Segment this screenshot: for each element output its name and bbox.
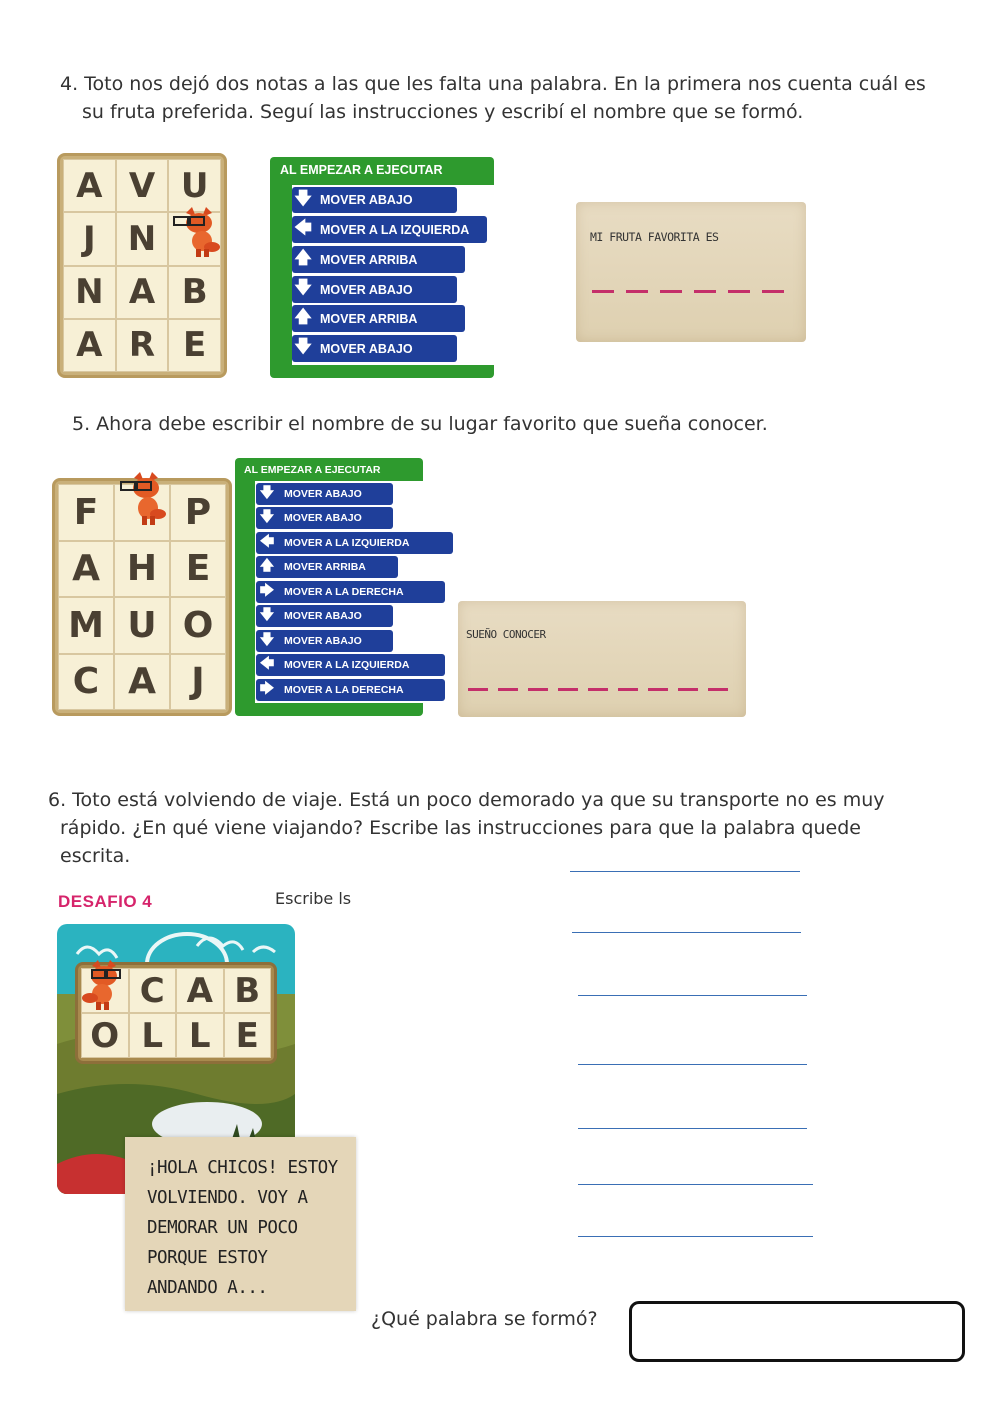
grid-cell: O bbox=[170, 597, 226, 654]
grid-cell: E bbox=[224, 1013, 272, 1058]
grid-cell: N bbox=[116, 212, 169, 265]
answer-blanks[interactable] bbox=[592, 290, 784, 293]
question-5-text: 5. Ahora debe escribir el nombre de su lugar favorito que sueña conocer. bbox=[72, 413, 768, 435]
word-question: ¿Qué palabra se formó? bbox=[371, 1308, 598, 1330]
grid-cell: H bbox=[114, 541, 170, 598]
arrow-left-icon: 🡄 bbox=[259, 534, 275, 550]
block-move-up[interactable]: 🡅 MOVER ARRIBA bbox=[292, 246, 465, 273]
bubble-line: ANDANDO A... bbox=[147, 1278, 268, 1298]
grid-cell: A bbox=[176, 968, 224, 1013]
answer-line[interactable] bbox=[578, 1184, 813, 1185]
answer-box[interactable] bbox=[629, 1301, 965, 1362]
arrow-up-icon: 🡅 bbox=[294, 307, 312, 326]
grid-cell: J bbox=[63, 212, 116, 265]
answer-line[interactable] bbox=[578, 1064, 807, 1065]
block-move-left[interactable]: 🡄 MOVER A LA IZQUIERDA bbox=[292, 216, 487, 243]
block-move-down[interactable]: 🡇 MOVER ABAJO bbox=[256, 483, 393, 505]
program-head: AL EMPEZAR A EJECUTAR bbox=[280, 163, 443, 177]
grid-cell: A bbox=[116, 266, 169, 319]
fox-icon bbox=[172, 205, 224, 261]
question-6-line-3: escrita. bbox=[60, 845, 131, 867]
grid-cell: L bbox=[129, 1013, 177, 1058]
arrow-down-icon: 🡇 bbox=[294, 278, 312, 297]
bubble-line: PORQUE ESTOY bbox=[147, 1248, 268, 1268]
grid-cell: E bbox=[168, 319, 221, 372]
arrow-left-icon: 🡄 bbox=[294, 218, 312, 237]
question-4-text bbox=[60, 70, 980, 126]
question-4-line-1: 4. Toto nos dejó dos notas a las que les falta una palabra. En la primera nos cuenta cuál es bbox=[60, 73, 926, 95]
grid-cell: N bbox=[63, 266, 116, 319]
grid-cell: U bbox=[168, 159, 221, 212]
place-note bbox=[458, 601, 746, 717]
answer-line[interactable] bbox=[578, 1128, 807, 1129]
bubble-line: DEMORAR UN POCO bbox=[147, 1218, 298, 1238]
block-move-down[interactable]: 🡇 MOVER ABAJO bbox=[256, 507, 393, 529]
arrow-down-icon: 🡇 bbox=[259, 632, 275, 648]
grid-cell: R bbox=[116, 319, 169, 372]
block-move-left[interactable]: 🡄 MOVER A LA IZQUIERDA bbox=[256, 654, 445, 676]
fox-icon bbox=[78, 958, 128, 1012]
arrow-down-icon: 🡇 bbox=[294, 337, 312, 356]
fruit-note bbox=[576, 202, 806, 342]
grid-cell: A bbox=[63, 319, 116, 372]
grid-cell: C bbox=[58, 654, 114, 711]
answer-line[interactable] bbox=[572, 932, 801, 933]
answer-line[interactable] bbox=[578, 1236, 813, 1237]
arrow-up-icon: 🡅 bbox=[259, 558, 275, 574]
question-6-line-2: rápido. ¿En qué viene viajando? Escribe las instrucciones para que la palabra quede bbox=[60, 817, 861, 839]
grid-cell: O bbox=[81, 1013, 129, 1058]
block-move-right[interactable]: 🡆 MOVER A LA DERECHA bbox=[256, 581, 445, 603]
arrow-left-icon: 🡄 bbox=[259, 656, 275, 672]
block-move-down[interactable]: 🡇 MOVER ABAJO bbox=[256, 605, 393, 627]
answer-line[interactable] bbox=[578, 995, 807, 996]
arrow-down-icon: 🡇 bbox=[259, 485, 275, 501]
grid-cell: B bbox=[168, 266, 221, 319]
grid-cell: V bbox=[116, 159, 169, 212]
note-label: MI FRUTA FAVORITA ES bbox=[590, 230, 719, 244]
arrow-right-icon: 🡆 bbox=[259, 583, 275, 599]
block-move-left[interactable]: 🡄 MOVER A LA IZQUIERDA bbox=[256, 532, 453, 554]
block-move-down[interactable]: 🡇 MOVER ABAJO bbox=[292, 276, 457, 303]
question-6-text bbox=[48, 786, 968, 870]
letter-grid-q4 bbox=[57, 153, 227, 378]
speech-note bbox=[125, 1137, 356, 1311]
grid-cell: P bbox=[170, 484, 226, 541]
arrow-down-icon: 🡇 bbox=[259, 509, 275, 525]
grid-cell: A bbox=[58, 541, 114, 598]
block-move-down[interactable]: 🡇 MOVER ABAJO bbox=[292, 335, 457, 362]
question-4-line-2: su fruta preferida. Seguí las instrucciones y escribí el nombre que se formó. bbox=[82, 101, 804, 123]
bubble-line: ¡HOLA CHICOS! ESTOY bbox=[147, 1158, 338, 1178]
grid-cell: L bbox=[176, 1013, 224, 1058]
answer-blanks[interactable] bbox=[468, 688, 728, 691]
arrow-up-icon: 🡅 bbox=[294, 248, 312, 267]
escribe-label: Escribe ls bbox=[275, 889, 352, 908]
grid-cell: U bbox=[114, 597, 170, 654]
grid-cell: F bbox=[58, 484, 114, 541]
block-move-right[interactable]: 🡆 MOVER A LA DERECHA bbox=[256, 679, 445, 701]
program-head: AL EMPEZAR A EJECUTAR bbox=[244, 464, 381, 476]
grid-cell: E bbox=[170, 541, 226, 598]
grid-cell: C bbox=[129, 968, 177, 1013]
desafio-title: DESAFIO 4 bbox=[58, 892, 153, 911]
arrow-right-icon: 🡆 bbox=[259, 681, 275, 697]
block-move-down[interactable]: 🡇 MOVER ABAJO bbox=[292, 187, 457, 213]
grid-cell: B bbox=[224, 968, 272, 1013]
block-move-down[interactable]: 🡇 MOVER ABAJO bbox=[256, 630, 393, 652]
bubble-line: VOLVIENDO. VOY A bbox=[147, 1188, 308, 1208]
note-label: SUEÑO CONOCER bbox=[466, 628, 546, 641]
block-move-up[interactable]: 🡅 MOVER ARRIBA bbox=[256, 556, 398, 578]
grid-cell: A bbox=[63, 159, 116, 212]
grid-cell: A bbox=[114, 654, 170, 711]
question-6-line-1: 6. Toto está volviendo de viaje. Está un poco demorado ya que su transporte no es muy bbox=[48, 789, 885, 811]
block-move-up[interactable]: 🡅 MOVER ARRIBA bbox=[292, 305, 465, 332]
arrow-down-icon: 🡇 bbox=[259, 607, 275, 623]
fox-icon bbox=[118, 470, 170, 528]
arrow-down-icon: 🡇 bbox=[294, 188, 312, 208]
grid-cell: J bbox=[170, 654, 226, 711]
grid-cell: M bbox=[58, 597, 114, 654]
answer-line[interactable] bbox=[570, 871, 800, 872]
